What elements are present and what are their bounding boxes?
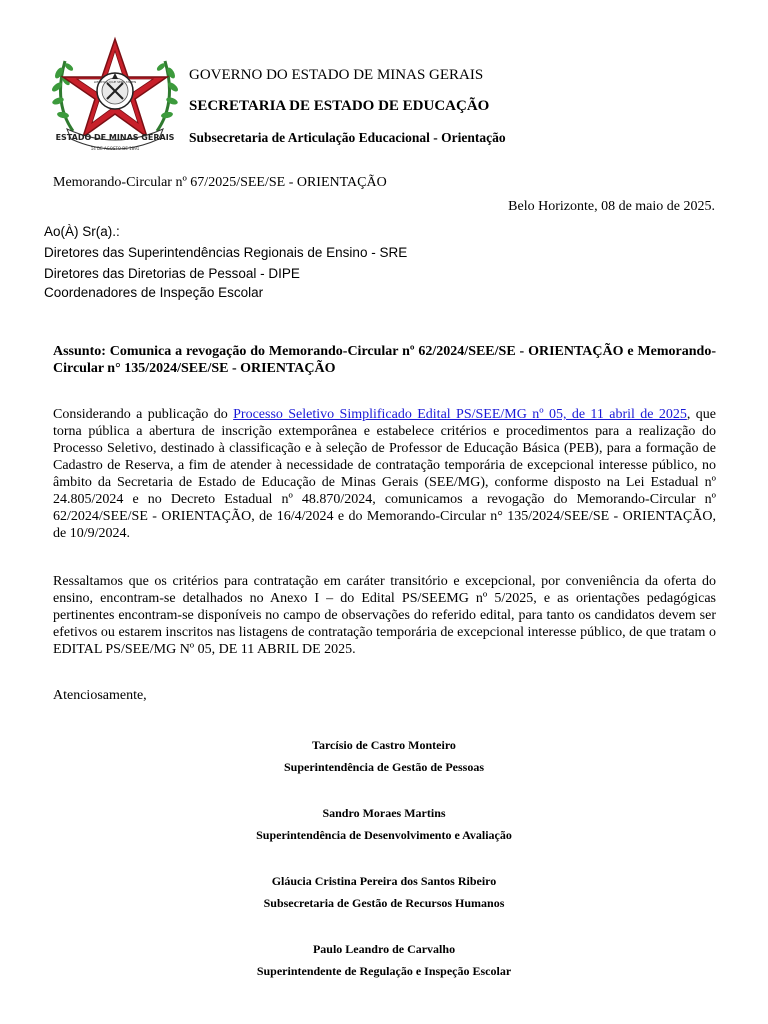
seal-motto-text: LIBERTAS QUÆ SERA TAMEN [93,80,137,84]
signatory-title: Superintendência de Desenvolvimento e Avaliação [256,828,512,842]
seal-banner-text: ESTADO DE MINAS GERAIS [55,133,175,142]
date-line: Belo Horizonte, 08 de maio de 2025. [508,199,715,214]
header-subsecretariat: Subsecretaria de Articulação Educacional - Orientação [189,130,506,145]
header-government: GOVERNO DO ESTADO DE MINAS GERAIS [189,67,484,83]
paragraph-text: , que torna pública a abertura de inscrição extemporânea e estabelece critérios e procedimentos para a realização do Processo Seletivo, destinado à classificação e à seleção de Professor de Educação Básica (PEB), para a formação de Cadastro de Reserva, a fim de atender à necessidade de contratação temporária de excepcional interesse público, no âmbito da Secretaria de Estado de Educação de Minas Gerais (SEE/MG), conforme disposto na Lei Estadual nº 24.805/2024 e no Decreto Estadual nº 48.870/2024, comunicamos a revogação do Memorando-Circular nº 62/2024/SEE/SE - ORIENTAÇÃO, de 16/4/2024 e do Memorando-Circular n° 135/2024/SEE/SE - ORIENTAÇÃO, de 10/9/2024. [53,407,716,541]
paragraph-considerando [53,406,716,542]
signatory-name: Tarcísio de Castro Monteiro [312,738,456,752]
recipient-line: Diretores das Superintendências Regionais de Ensino - SRE [44,245,408,260]
seal-date-text: 14 DE AGOSTO DE 1891 [90,146,140,151]
signatory-name: Gláucia Cristina Pereira dos Santos Ribeiro [271,874,497,888]
signatory-name: Sandro Moraes Martins [322,806,446,820]
state-seal-logo [49,33,181,153]
header-secretariat: SECRETARIA DE ESTADO DE EDUCAÇÃO [189,98,490,114]
signatory-title: Superintendência de Gestão de Pessoas [283,760,484,774]
recipient-line: Coordenadores de Inspeção Escolar [44,285,264,300]
signatory-title: Subsecretaria de Gestão de Recursos Humanos [263,896,505,910]
signatory-name: Paulo Leandro de Carvalho [312,942,456,956]
signatory-title: Superintendente de Regulação e Inspeção Escolar [256,964,512,978]
edital-link[interactable]: Processo Seletivo Simplificado Edital PS/SEE/MG nº 05, de 11 abril de 2025 [233,407,687,422]
paragraph-text: Considerando a publicação do [53,407,234,422]
memo-number: Memorando-Circular nº 67/2025/SEE/SE - ORIENTAÇÃO [53,175,387,190]
recipient-line: Ao(À) Sr(a).: [44,224,120,239]
subject: Assunto: Comunica a revogação do Memorando-Circular nº 62/2024/SEE/SE - ORIENTAÇÃO e Memorando-Circular n° 135/2024/SEE/SE - ORIENTAÇÃO [53,344,716,376]
paragraph-ressaltamos: Ressaltamos que os critérios para contratação em caráter transitório e excepcional, por conveniência da oferta do ensino, encontram-se detalhados no Anexo I – do Edital PS/SEEMG nº 5/2025, e as orientações pedagógicas pertinentes encontram-se disponíveis no campo de observações do referido edital, para tanto os candidatos devem ser efetivos ou estarem inscritos nas listagens de contratação temporária de excepcional interesse público, de que tratam o EDITAL PS/SEE/MG Nº 05, DE 11 ABRIL DE 2025. [53,574,716,657]
closing: Atenciosamente, [53,688,147,703]
recipient-line: Diretores das Diretorias de Pessoal - DIPE [44,266,300,281]
